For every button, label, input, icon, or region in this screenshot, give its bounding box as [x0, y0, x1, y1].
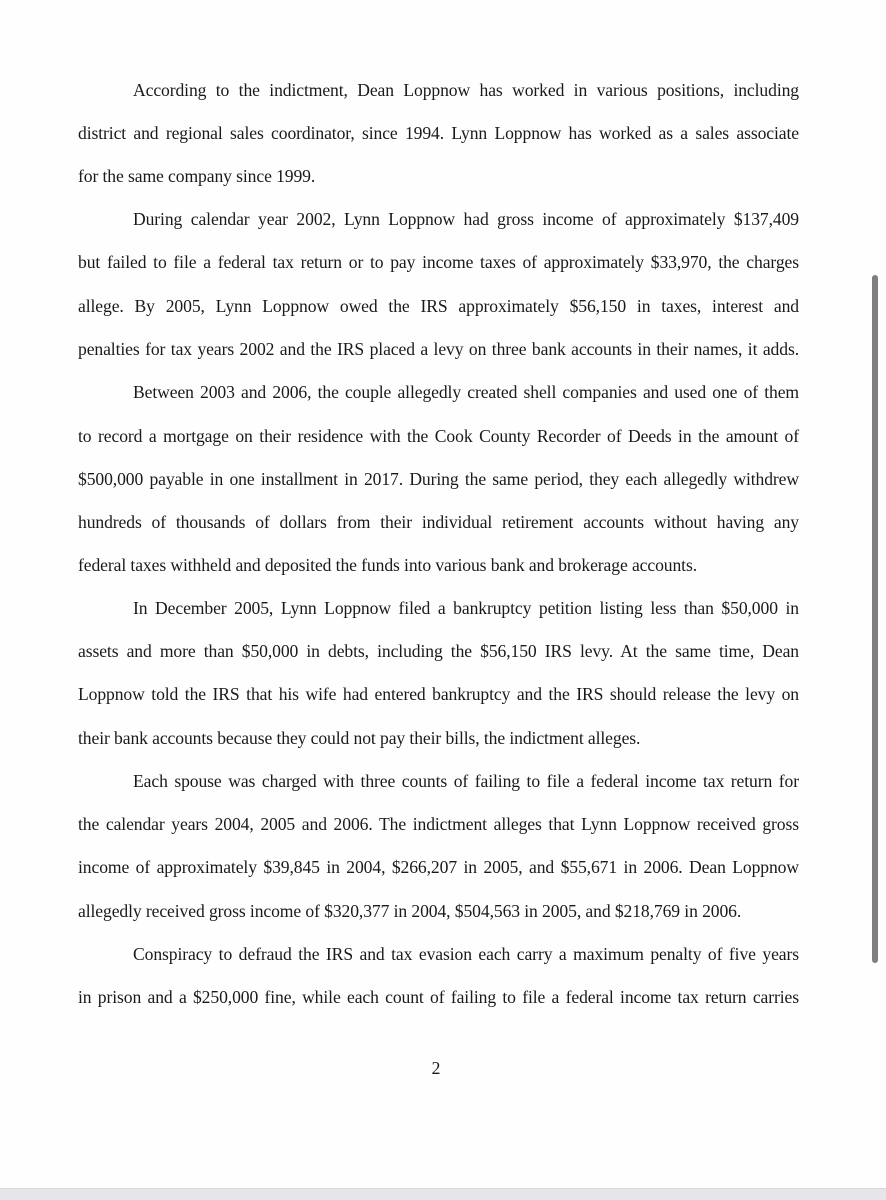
paragraph-6-line-1: Conspiracy to defraud the IRS and tax evasion each carry a maximum penalty of five years [133, 944, 799, 964]
paragraph-6-line-2: in prison and a $250,000 fine, while each count of failing to file a federal income tax return carries [78, 987, 799, 1007]
paragraph-5-line-4: allegedly received gross income of $320,377 in 2004, $504,563 in 2005, and $218,769 in 2006. [78, 901, 742, 921]
paragraph-3-line-2: to record a mortgage on their residence with the Cook County Recorder of Deeds in the amount of [78, 426, 799, 446]
vertical-scrollbar[interactable] [872, 275, 878, 963]
paragraph-1-line-2: district and regional sales coordinator, since 1994. Lynn Loppnow has worked as a sales associate [78, 123, 799, 143]
paragraph-4-line-3: Loppnow told the IRS that his wife had entered bankruptcy and the IRS should release the levy on [78, 684, 799, 704]
paragraph-4-line-1: In December 2005, Lynn Loppnow filed a bankruptcy petition listing less than $50,000 in [133, 598, 799, 618]
page-number: 2 [431, 1058, 441, 1078]
paragraph-5-line-1: Each spouse was charged with three counts of failing to file a federal income tax return for [133, 771, 799, 791]
paragraph-3-line-4: hundreds of thousands of dollars from their individual retirement accounts without having any [78, 512, 799, 532]
paragraph-2-line-4: penalties for tax years 2002 and the IRS placed a levy on three bank accounts in their names, it adds. [78, 339, 799, 359]
paragraph-3-line-3: $500,000 payable in one installment in 2017. During the same period, they each allegedly withdrew [78, 469, 799, 489]
paragraph-2-line-1: During calendar year 2002, Lynn Loppnow had gross income of approximately $137,409 [133, 209, 799, 229]
paragraph-4-line-2: assets and more than $50,000 in debts, including the $56,150 IRS levy. At the same time, Dean [78, 641, 799, 661]
paragraph-3-line-5: federal taxes withheld and deposited the funds into various bank and brokerage accounts. [78, 555, 698, 575]
paragraph-1-line-1: According to the indictment, Dean Loppnow has worked in various positions, including [133, 80, 799, 100]
paragraph-4-line-4: their bank accounts because they could not pay their bills, the indictment alleges. [78, 728, 641, 748]
paragraph-1-line-3: for the same company since 1999. [78, 166, 316, 186]
paragraph-5-line-3: income of approximately $39,845 in 2004, $266,207 in 2005, and $55,671 in 2006. Dean Loppnow [78, 857, 799, 877]
paragraph-3-line-1: Between 2003 and 2006, the couple allegedly created shell companies and used one of them [133, 382, 799, 402]
bottom-toolbar-edge [0, 1188, 886, 1200]
paragraph-5-line-2: the calendar years 2004, 2005 and 2006. The indictment alleges that Lynn Loppnow received gross [78, 814, 799, 834]
paragraph-2-line-3: allege. By 2005, Lynn Loppnow owed the IRS approximately $56,150 in taxes, interest and [78, 296, 799, 316]
paragraph-2-line-2: but failed to file a federal tax return or to pay income taxes of approximately $33,970, the charges [78, 252, 799, 272]
